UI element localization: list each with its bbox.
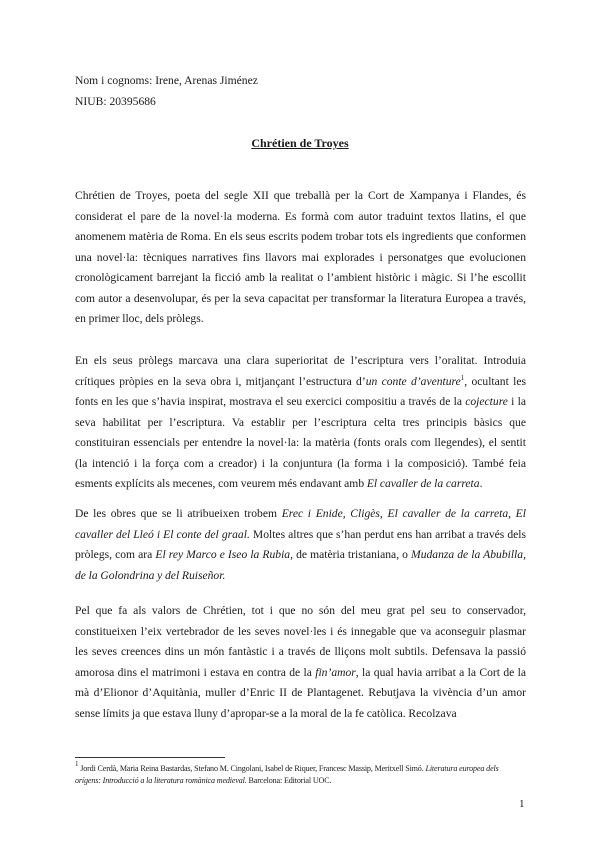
p4-text-1: Pel que fa als valors de Chrétien, tot i que no són del meu grat pel seu to conservador, constitueixen l’eix vertebrador de les seves novel·les i és innegable que va aconseguir plasmar les seves creences dins un món fantàstic i a través de lliçons molt subtils. Defensava la passió amorosa dins el matrimoni i estava en contra de la [75, 604, 526, 679]
footnote-publisher: Barcelona: Editorial UOC. [246, 776, 332, 785]
paragraph-2 [75, 351, 526, 495]
student-name-line: Nom i cognoms: Irene, Arenas Jiménez [75, 74, 258, 87]
paragraph-4 [75, 601, 526, 724]
p3-italic-works: Erec i Enide, Cligès, El cavaller de la carreta, El cavaller del Lleó i El conte del graal. [75, 507, 526, 541]
p3-italic-rey-marco: El rey Marco e Iseo la Rubia, [155, 548, 293, 561]
footnote-separator [75, 757, 225, 758]
student-id-line: NIUB: 20395686 [75, 95, 156, 108]
p3-text-3: de matèria tristaniana, o [293, 548, 412, 561]
paragraph-3 [75, 504, 526, 586]
p2-italic-cojecture: cojecture [465, 395, 508, 408]
footnote [75, 760, 526, 787]
p4-italic-finamor: fin’amor [315, 665, 356, 679]
document-title: Chrétien de Troyes [251, 136, 349, 150]
p2-italic-conte: un conte d’aventure [365, 374, 461, 388]
footnote-title: Literatura europea dels orígens: Introducció a la literatura romànica medieval. [75, 764, 499, 785]
paragraph-1: Chrétien de Troyes, poeta del segle XII que treballà per la Cort de Xampanya i Flandes, és considerat el pare de la novel·la moderna. Es formà com autor traduint textos llatins, el que anomenem matèria de Roma. En els seus escrits podem trobar tots els ingredients que conformen una novel·la: tècniques narratives fins llavors mai explorades i personatges que evolucionen cronològicament barrejant la ficció amb la realitat o l’ambient històric i màgic. Si l’he escollit com autor a desenvolupar, és per la seva capacitat per transformar la literatura Europea a través, en primer lloc, dels pròlegs. [75, 189, 526, 325]
p2-text-3: i la seva habilitat per l’escriptura. Va establir per l’escriptura celta tres principis bàsics que constituiran essencials per entendre la novel·la: la matèria (fonts orals com llegendes), el sentit (la intenció i la força com a creador) i la conjuntura (la forma i la composició). També feia esments explícits als mecenes, com veurem més endavant amb [75, 395, 526, 490]
page-number: 1 [519, 798, 525, 810]
p2-italic-carreta: El cavaller de la carreta [366, 477, 480, 490]
p3-italic-mudanza: Mudanza de la Abubilla, de la Golondrina y del Ruiseñor. [75, 548, 526, 582]
footnote-marker: 1 [75, 760, 79, 768]
p4-text-2: , la qual havia arribat a la Cort de la mà d’Elionor d’Aquitània, muller d’Enric II de Plantagenet. Rebutjava la vivència d’un amor sense límits ja que estava lluny d’apropar-se a la moral de la fe catòlica. Recolzava [75, 665, 526, 720]
p3-text-1: De les obres que se li atribueixen trobem [75, 507, 282, 520]
p2-text-2: , ocultant les fonts en les que s’havia inspirat, mostrava el seu exercici compositiu a través de la [75, 374, 526, 408]
footnote-authors: Jordi Cerdà, Maria Reina Bastardas, Stefano M. Cingolani, Isabel de Riquer, Francesc Massip, Meritxell Simó. [78, 764, 426, 773]
footnote-reference[interactable]: 1 [460, 373, 465, 382]
p3-text-2: Moltes altres que s’han perdut ens han arribat a través dels pròlegs, com ara [75, 527, 526, 561]
p2-text-4: . [479, 477, 483, 490]
p2-text-1: En els seus pròlegs marcava una clara superioritat de l’escriptura vers l’oralitat. Introduia crítiques pròpies en la seva obra i, mitjançant l’estructura d’ [75, 354, 526, 388]
